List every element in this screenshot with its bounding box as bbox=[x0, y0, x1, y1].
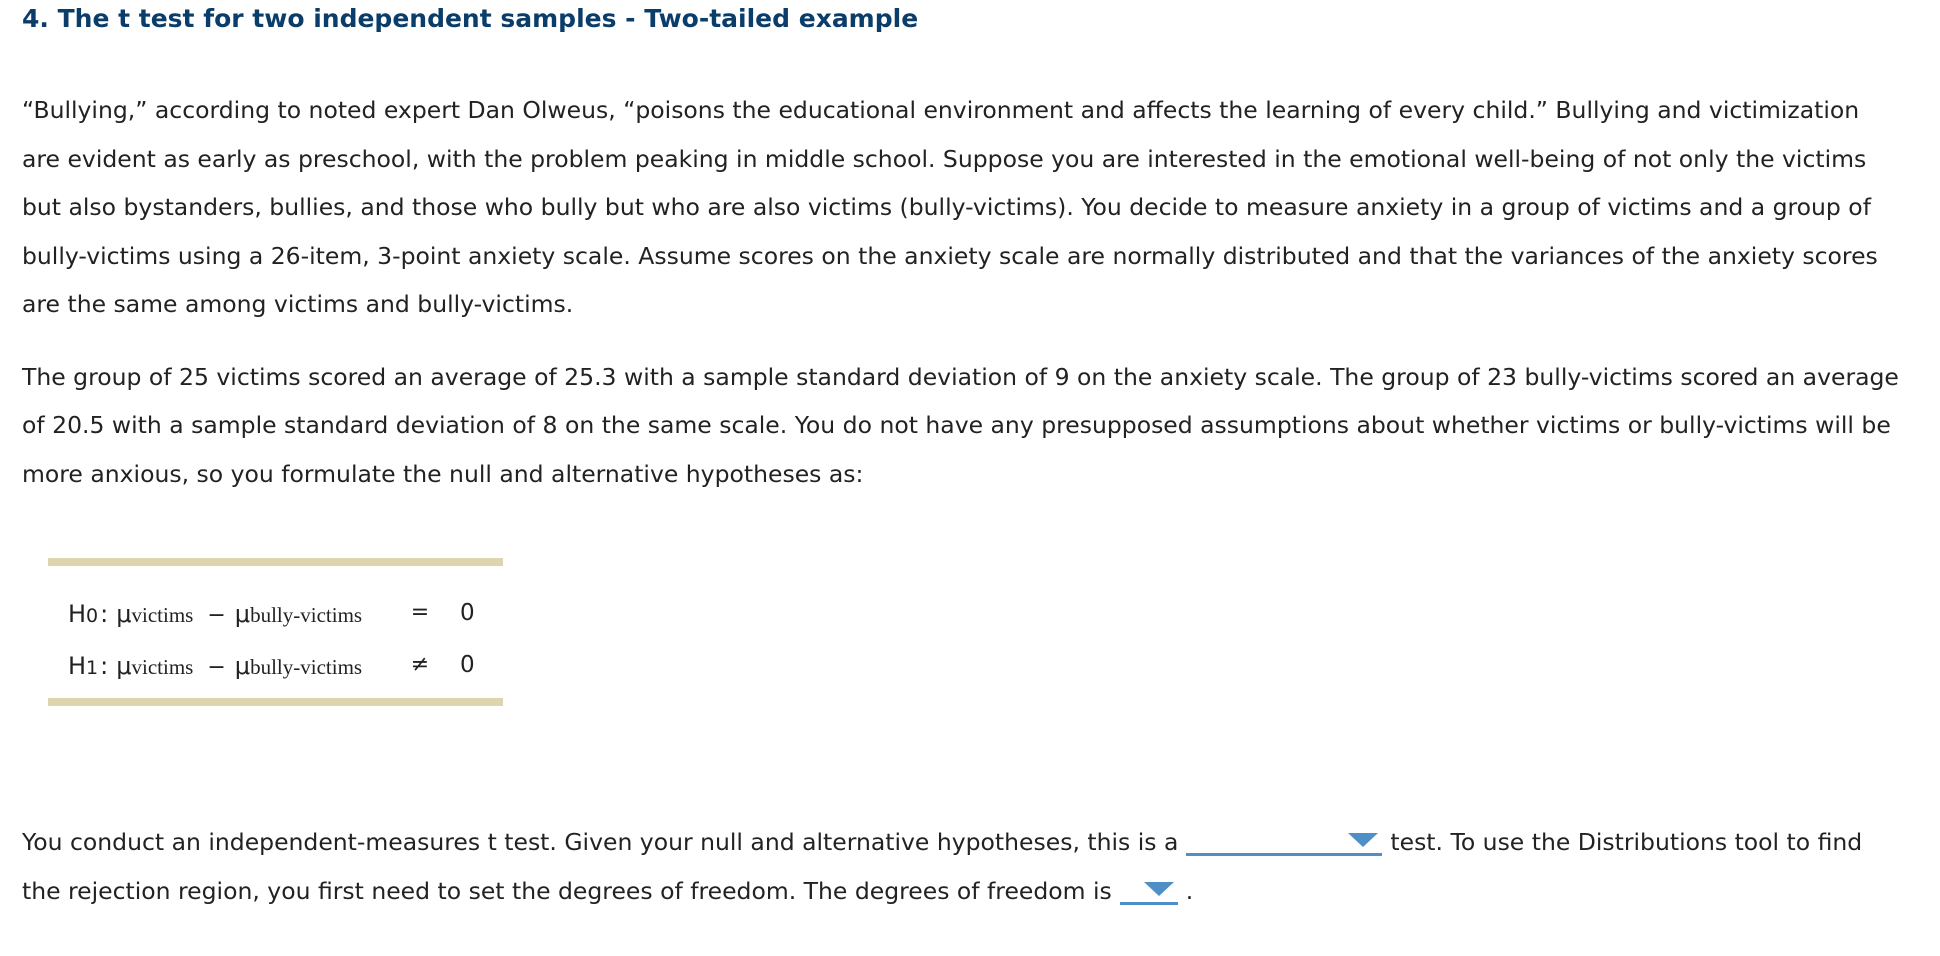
relation-sign: ≠ bbox=[410, 652, 430, 677]
intro-paragraph: “Bullying,” according to noted expert Dan Olweus, “poisons the educational environment and affects the learning of every child.” Bullying and victimization are evident as early as preschool, with the problem peaking in middle school. Suppose you are interested in the emotional well-being of not only the victims but also bystanders, bullies, and those who bully but who are also victims (bully-victims). You decide to measure anxiety in a group of victims and a group of bully-victims using a 26-item, 3-point anxiety scale. Assume scores on the anxiety scale are normally distributed and that the variances of the anxiety scores are the same among victims and bully-victims. bbox=[22, 96, 1878, 318]
dropdown-arrow-icon bbox=[1144, 882, 1174, 896]
minus-sign: − bbox=[207, 603, 226, 628]
hypothesis-colon: : bbox=[100, 652, 109, 680]
hypothesis-subscript: 0 bbox=[86, 605, 99, 627]
alternative-hypothesis-row bbox=[68, 652, 475, 692]
mu-symbol: μ bbox=[234, 652, 251, 680]
data-paragraph: The group of 25 victims scored an average of 25.3 with a sample standard deviation of 9 on the anxiety scale. The group of 23 bully-victims scored an average of 20.5 with a sample standard deviation of 8 on the same scale. You do not have any presupposed assumptions about whether victims or bully-victims will be more anxious, so you formulate the null and alternative hypotheses as: bbox=[22, 362, 1899, 488]
minus-sign: − bbox=[207, 655, 226, 680]
hypotheses-table bbox=[48, 558, 503, 706]
question-heading: 4. The t test for two independent samples - Two-tailed example bbox=[22, 4, 919, 33]
group1-label: victims bbox=[131, 655, 194, 679]
dropdown-arrow-icon bbox=[1348, 833, 1378, 847]
mu-symbol: μ bbox=[116, 600, 132, 628]
hypothesis-subscript: 1 bbox=[86, 657, 99, 679]
hypothesis-value: 0 bbox=[460, 652, 475, 678]
question-paragraph bbox=[22, 818, 1902, 915]
test-type-dropdown[interactable] bbox=[1186, 825, 1382, 856]
question-text-part3: . bbox=[1185, 876, 1194, 905]
null-hypothesis-row bbox=[68, 600, 475, 640]
hypothesis-value: 0 bbox=[460, 600, 475, 626]
group2-label: bully-victims bbox=[250, 655, 363, 679]
mu-symbol: μ bbox=[234, 600, 251, 628]
group2-label: bully-victims bbox=[250, 603, 363, 627]
degrees-of-freedom-dropdown[interactable] bbox=[1120, 874, 1178, 905]
hypothesis-colon: : bbox=[100, 600, 109, 628]
hypothesis-letter: H bbox=[68, 652, 87, 680]
question-page bbox=[22, 0, 1902, 498]
question-text-part1: You conduct an independent-measures t test. Given your null and alternative hypotheses, this is a bbox=[22, 828, 1179, 856]
question-text-part2: test. To use the Distributions tool to find the rejection region, you first need to set the degrees of freedom. The degrees of freedom is bbox=[22, 828, 1863, 905]
relation-sign: = bbox=[410, 600, 430, 625]
mu-symbol: μ bbox=[116, 652, 132, 680]
hypothesis-letter: H bbox=[68, 600, 87, 628]
group1-label: victims bbox=[131, 603, 194, 627]
